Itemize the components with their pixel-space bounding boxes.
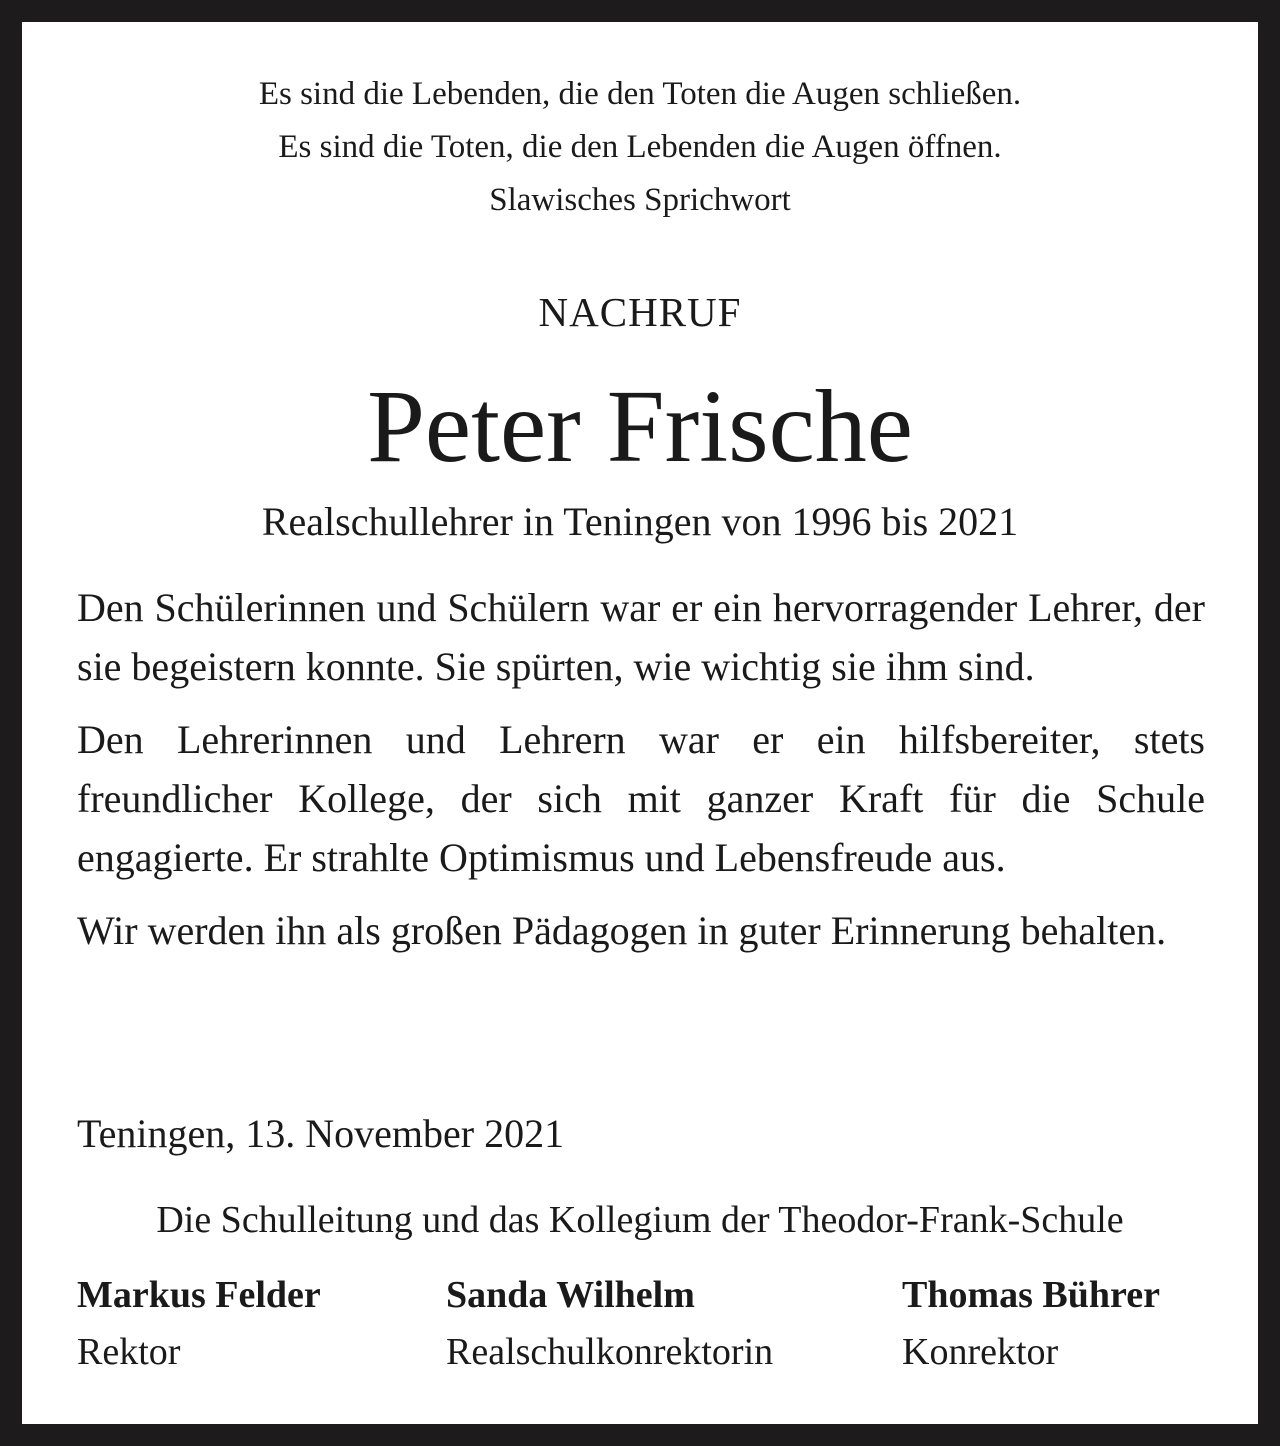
signatory-role: Realschulkonrektorin [446,1331,774,1373]
epigraph-quote [22,68,1258,227]
quote-source: Slawisches Sprichwort [489,182,791,218]
notice-heading: NACHRUF [538,289,742,335]
tribute-paragraph-1: Den Schülerinnen und Schülern war er ein hervorragender Lehrer, der sie begeistern konnte. Sie spürten, wie wichtig sie ihm sind. [77,585,1205,689]
signatory-2 [446,1270,773,1384]
tribute-paragraph-3: Wir werden ihn als großen Pädagogen in guter Erinnerung behalten. [77,908,1167,953]
obituary-notice [22,22,1258,1424]
tribute-text [77,578,1205,974]
signatory-1 [77,1270,321,1384]
signatory-3 [902,1270,1160,1384]
tribute-paragraph-2: Den Lehrerinnen und Lehrern war er ein hilfsbereiter, stets freundlicher Kollege, der sich mit ganzer Kraft für die Schule engagierte. Er strahlte Optimismus und Lebensfreude aus. [77,717,1205,880]
signatory-role: Konrektor [902,1331,1059,1373]
deceased-name: Peter Frische [367,369,913,484]
signatory-name: Sanda Wilhelm [446,1274,695,1316]
deceased-role: Realschullehrer in Teningen von 1996 bis 2021 [261,499,1019,544]
signing-organization: Die Schulleitung und das Kollegium der Theodor-Frank-Schule [156,1199,1124,1241]
signatory-role: Rektor [77,1331,181,1373]
signatory-name: Markus Felder [77,1274,321,1316]
quote-line-2: Es sind die Toten, die den Lebenden die Augen öffnen. [278,129,1002,165]
signatory-name: Thomas Bührer [902,1274,1160,1316]
quote-line-1: Es sind die Lebenden, die den Toten die Augen schließen. [258,76,1022,112]
place-and-date: Teningen, 13. November 2021 [77,1111,565,1156]
